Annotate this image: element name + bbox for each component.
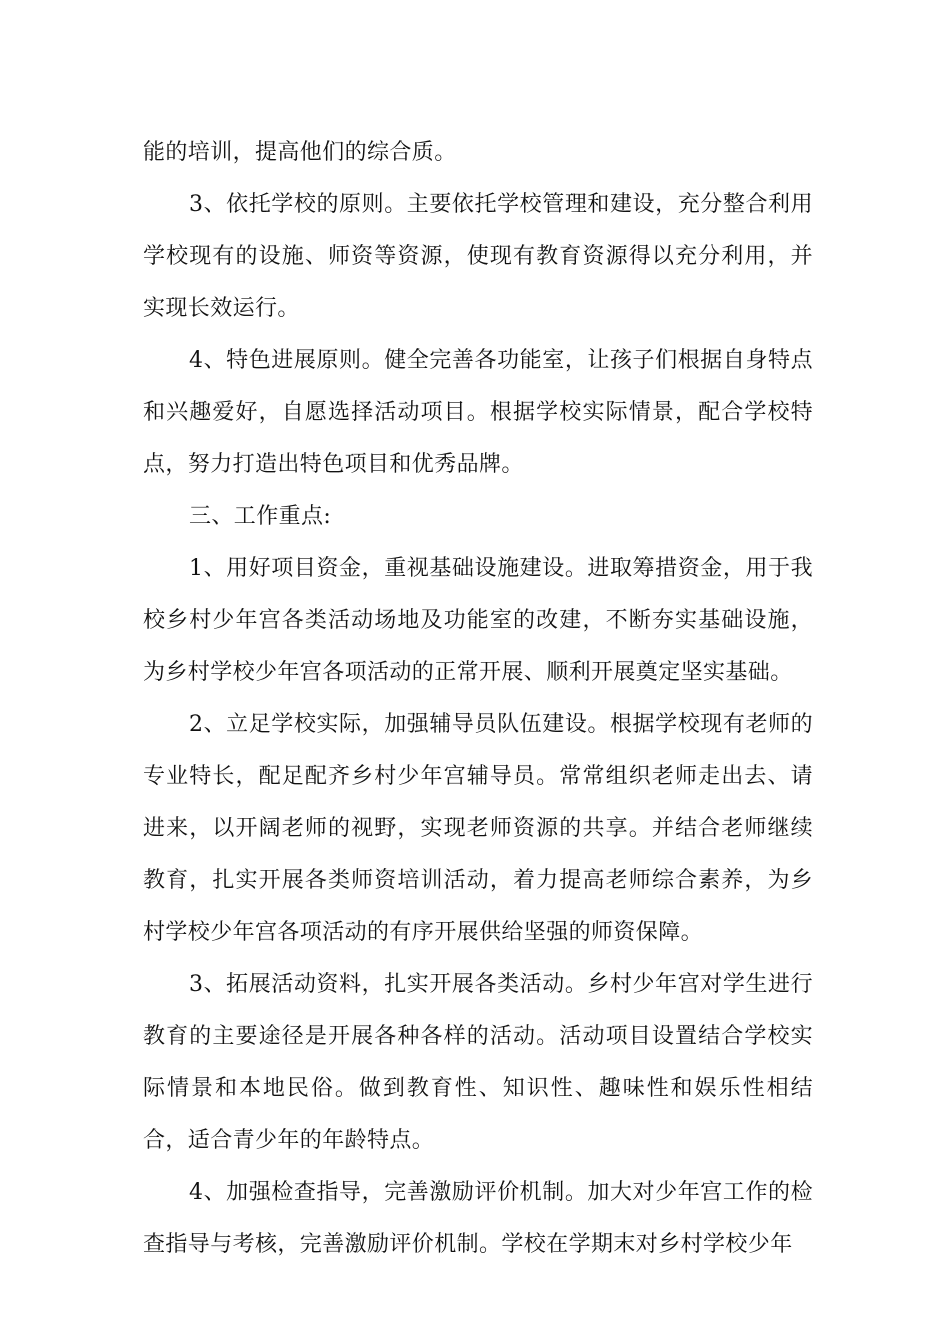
- paragraph-focus-1: 1、用好项目资金，重视基础设施建设。进取筹措资金，用于我校乡村少年宫各类活动场地及功能室的改建，不断夯实基础设施，为乡村学校少年宫各项活动的正常开展、顺利开展奠定坚实基础。: [143, 556, 813, 685]
- paragraph-focus-2: 2、立足学校实际，加强辅导员队伍建设。根据学校现有老师的专业特长，配足配齐乡村少年宫辅导员。常常组织老师走出去、请进来，以开阔老师的视野，实现老师资源的共享。并结合老师继续教育，扎实开展各类师资培训活动，着力提高老师综合素养，为乡村学校少年宫各项活动的有序开展供给坚强的师资保障。: [143, 712, 813, 945]
- document-body: [143, 127, 813, 1271]
- paragraph-principle-4: 4、特色进展原则。健全完善各功能室，让孩子们根据自身特点和兴趣爱好，自愿选择活动项目。根据学校实际情景，配合学校特点，努力打造出特色项目和优秀品牌。: [143, 348, 813, 477]
- paragraph-focus-4: 4、加强检查指导，完善激励评价机制。加大对少年宫工作的检查指导与考核，完善激励评价机制。学校在学期末对乡村学校少年: [143, 1180, 813, 1257]
- paragraph-continuation: 能的培训，提高他们的综合质。: [143, 140, 457, 165]
- paragraph-principle-3: 3、依托学校的原则。主要依托学校管理和建设，充分整合利用学校现有的设施、师资等资源，使现有教育资源得以充分利用，并实现长效运行。: [143, 192, 813, 321]
- section-heading-work-focus: 三、工作重点:: [189, 504, 332, 529]
- paragraph-focus-3: 3、拓展活动资料，扎实开展各类活动。乡村少年宫对学生进行教育的主要途径是开展各种各样的活动。活动项目设置结合学校实际情景和本地民俗。做到教育性、知识性、趣味性和娱乐性相结合，适合青少年的年龄特点。: [143, 972, 813, 1153]
